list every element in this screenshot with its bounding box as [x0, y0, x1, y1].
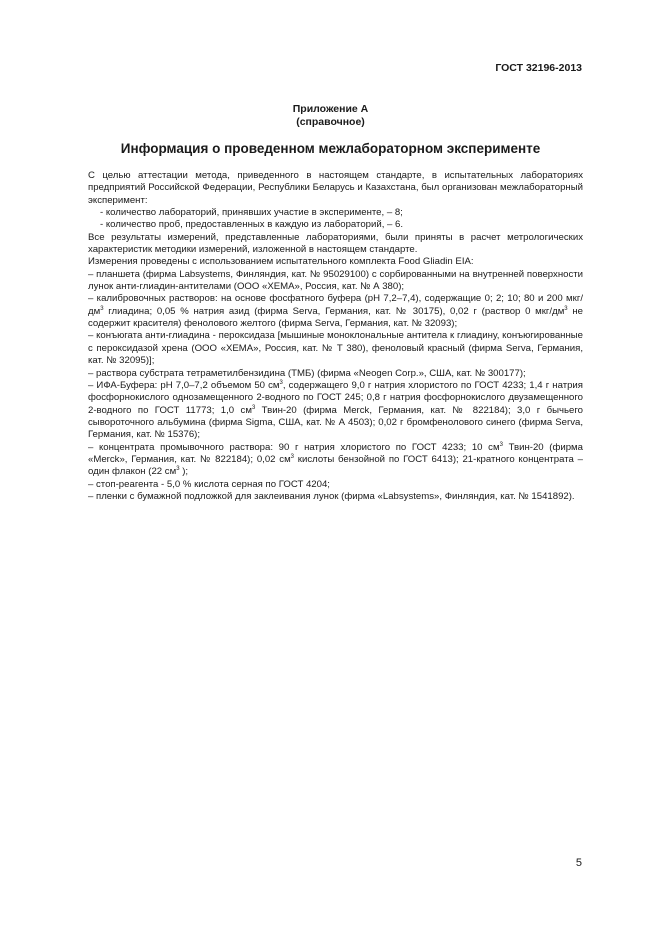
list-item-stop: – стоп-реагента - 5,0 % кислота серная по ГОСТ 4204;: [88, 478, 330, 490]
paragraph-kit: Измерения проведены с использованием испытательного комплекта Food Gliadin EIA:: [88, 256, 474, 268]
list-item-substrate: – раствора субстрата тетраметилбензидина (ТМБ) (фирма «Neogen Corp.», США, кат. № 300177);: [88, 367, 526, 379]
page-number: 5: [575, 857, 582, 869]
section-title: Информация о проведенном межлабораторном эксперименте: [120, 141, 541, 156]
buffer-text-2: , содержащего 9,0 г натрия хлористого по ГОСТ 4233; 1,4 г натрия фосфорнокислого однозамещенного 2-водного по ГОСТ 245; 0,8 г натрия фосфорнокислого двузамещенного 2-водного по ГОСТ 11773; 1,0 см: [88, 379, 583, 416]
list-item-film: – пленки с бумажной подложкой для заклеивания лунок (фирма «Labsystems», Финляндия, кат. № 1541892).: [88, 490, 575, 502]
calibration-text-2: глиадина; 0,05 % натрия азид (фирма Serva, Германия, кат. № 30175), 0,02 г (раствор 0 мкг/дм: [103, 305, 565, 317]
paragraph-results: Все результаты измерений, представленные лабораториями, были приняты в расчет метрологических характеристик методики измерений, изложенной в настоящем стандарте.: [88, 231, 583, 256]
list-item-samples: - количество проб, предоставленных в каждую из лабораторий, – 6.: [100, 219, 404, 231]
superscript: 3: [176, 466, 180, 473]
superscript: 3: [290, 453, 295, 460]
superscript: 3: [564, 305, 568, 312]
list-item-conjugate: – конъюгата анти-глиадина - пероксидаза [мышиные моноклональные антитела к глиадину, конъюгированные с пероксидазой хрена (ООО «ХЕМА», Россия, кат. № Т 380), феноловый красный (фирма Serva, Германия, кат. № 32095)];: [88, 330, 583, 367]
appendix-heading: [0, 103, 661, 129]
superscript: 3: [100, 305, 104, 312]
superscript: 3: [251, 404, 256, 411]
appendix-label: Приложение А: [292, 103, 369, 115]
list-item-plate: – планшета (фирма Labsystems, Финляндия, кат. № 95029100) с сорбированными на внутренней поверхности лунок анти-глиадин-антителами (ООО «ХЕМА», Россия, кат. № А 380);: [88, 268, 583, 293]
document-code: ГОСТ 32196-2013: [495, 62, 582, 74]
wash-text-3: кислоты бензойной по ГОСТ 6413); 21-кратного концентрата – один флакон (22 см: [88, 453, 583, 478]
document-body: [88, 170, 583, 503]
appendix-kind: (справочное): [296, 116, 365, 128]
wash-text-4: );: [179, 466, 189, 478]
calibration-text-1: – калибровочных растворов: на основе фосфатного буфера (рН 7,2–7,4), содержащие 0; 2; 10; 80 и 200 мкг/дм: [88, 293, 583, 317]
list-item-labs: - количество лабораторий, принявших участие в эксперименте, – 8;: [100, 207, 403, 219]
list-item-calibration: [88, 293, 583, 330]
list-item-wash: [88, 442, 583, 479]
calibration-text-3: не содержит красителя) фенолового желтого (фирма Serva, Германия, кат. № 32093);: [88, 305, 583, 330]
superscript: 3: [499, 441, 503, 448]
paragraph-intro-text: С целью аттестации метода, приведенного в настоящем стандарте, в испытательных лабораториях предприятий Российской Федерации, Республики Беларусь и Казахстана, был организован межлабораторный эксперимент:: [88, 170, 583, 206]
wash-text-2: Твин-20 (фирма «Merck», Германия, кат. № 822184); 0,02 см: [88, 441, 583, 465]
wash-text-1: – концентрата промывочного раствора: 90 г натрия хлористого по ГОСТ 4233; 10 см: [88, 441, 500, 453]
paragraph-intro: [88, 170, 583, 207]
superscript: 3: [279, 379, 283, 386]
buffer-text-3: Твин-20 (фирма Merck, Германия, кат. № 822184); 3,0 г бычьего сывороточного альбумина (фирма Sigma, США, кат. № А 4503); 0,02 г бромфенолового синего (фирма Serva, Германия, кат. № 15376);: [88, 404, 583, 441]
list-item-buffer: [88, 380, 583, 442]
buffer-text-1: – ИФА-Буфера: рН 7,0–7,2 объемом 50 см: [88, 379, 280, 391]
